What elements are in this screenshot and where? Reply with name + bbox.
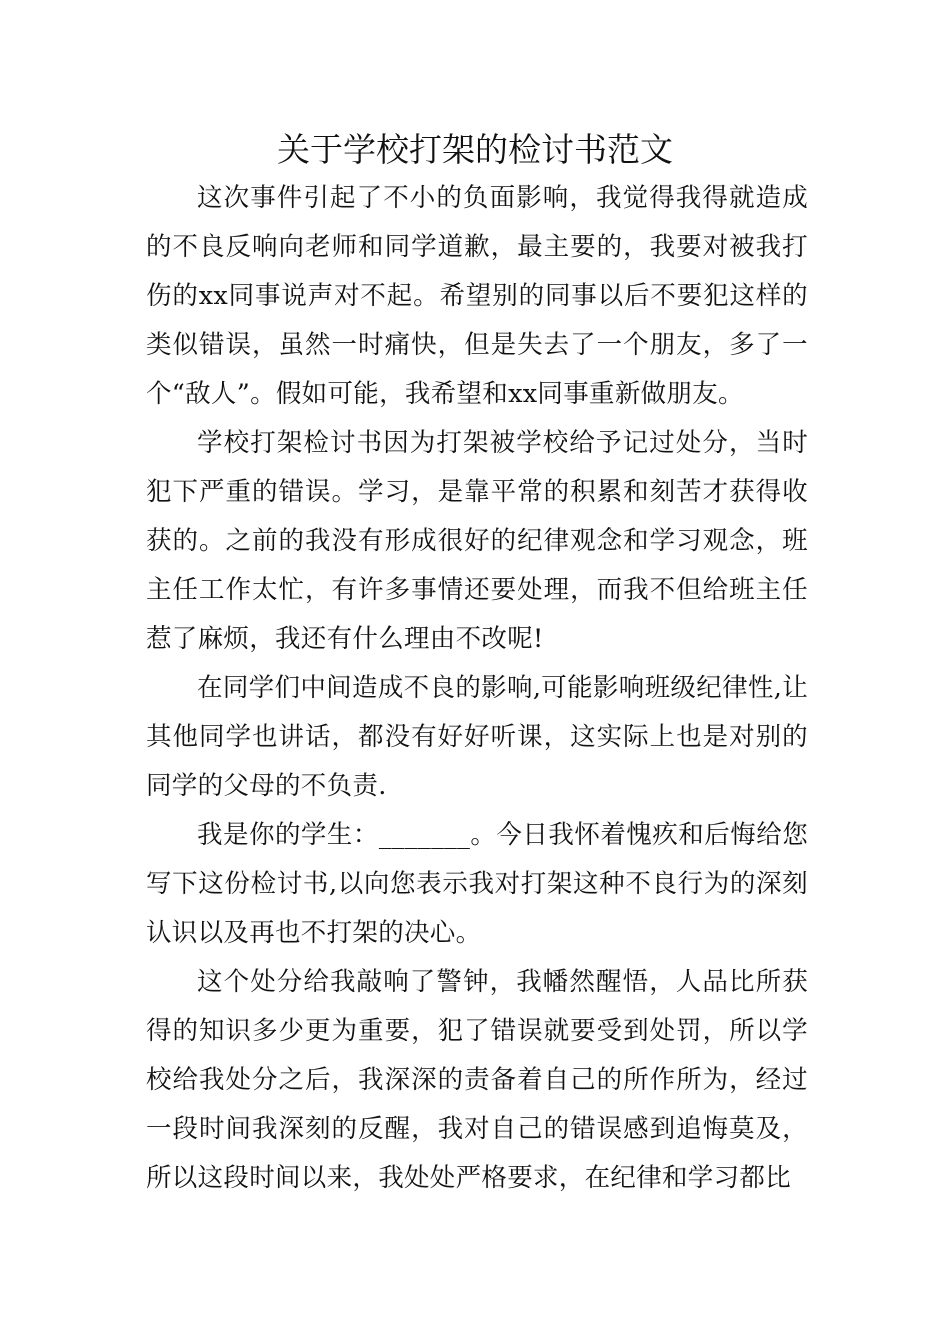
paragraph-1: 这次事件引起了不小的负面影响，我觉得我得就造成的不良反响向老师和同学道歉，最主要的，我要对被我打伤的xx同事说声对不起。希望别的同事以后不要犯这样的类似错误，虽然一时痛快，但是失去了一个朋友，多了一个“敌人”。假如可能，我希望和xx同事重新做朋友。 bbox=[146, 183, 808, 409]
paragraph-4 bbox=[146, 811, 808, 958]
paragraph-3: 在同学们中间造成不良的影响,可能影响班级纪律性,让其他同学也讲话，都没有好好听课，这实际上也是对别的同学的父母的不负责. bbox=[146, 673, 808, 801]
document-body bbox=[146, 174, 808, 1203]
paragraph-5: 这个处分给我敲响了警钟，我幡然醒悟，人品比所获得的知识多少更为重要，犯了错误就要受到处罚，所以学校给我处分之后，我深深的责备着自己的所作所为，经过一段时间我深刻的反醒，我对自己的错误感到追悔莫及，所以这段时间以来，我处处严格要求，在纪律和学习都比 bbox=[146, 967, 808, 1193]
student-name-blank: _______ bbox=[378, 820, 471, 850]
paragraph-2: 学校打架检讨书因为打架被学校给予记过处分，当时犯下严重的错误。学习，是靠平常的积累和刻苦才获得收获的。之前的我没有形成很好的纪律观念和学习观念，班主任工作太忙，有许多事情还要处理，而我不但给班主任惹了麻烦，我还有什么理由不改呢! bbox=[146, 428, 808, 654]
document-title: 关于学校打架的检讨书范文 bbox=[277, 130, 673, 169]
paragraph-4-lead: 我是你的学生： bbox=[197, 820, 379, 850]
paragraph-4-rest: 。今日我怀着愧疚和后悔给您写下这份检讨书,以向您表示我对打架这种不良行为的深刻认识以及再也不打架的决心。 bbox=[146, 820, 808, 948]
